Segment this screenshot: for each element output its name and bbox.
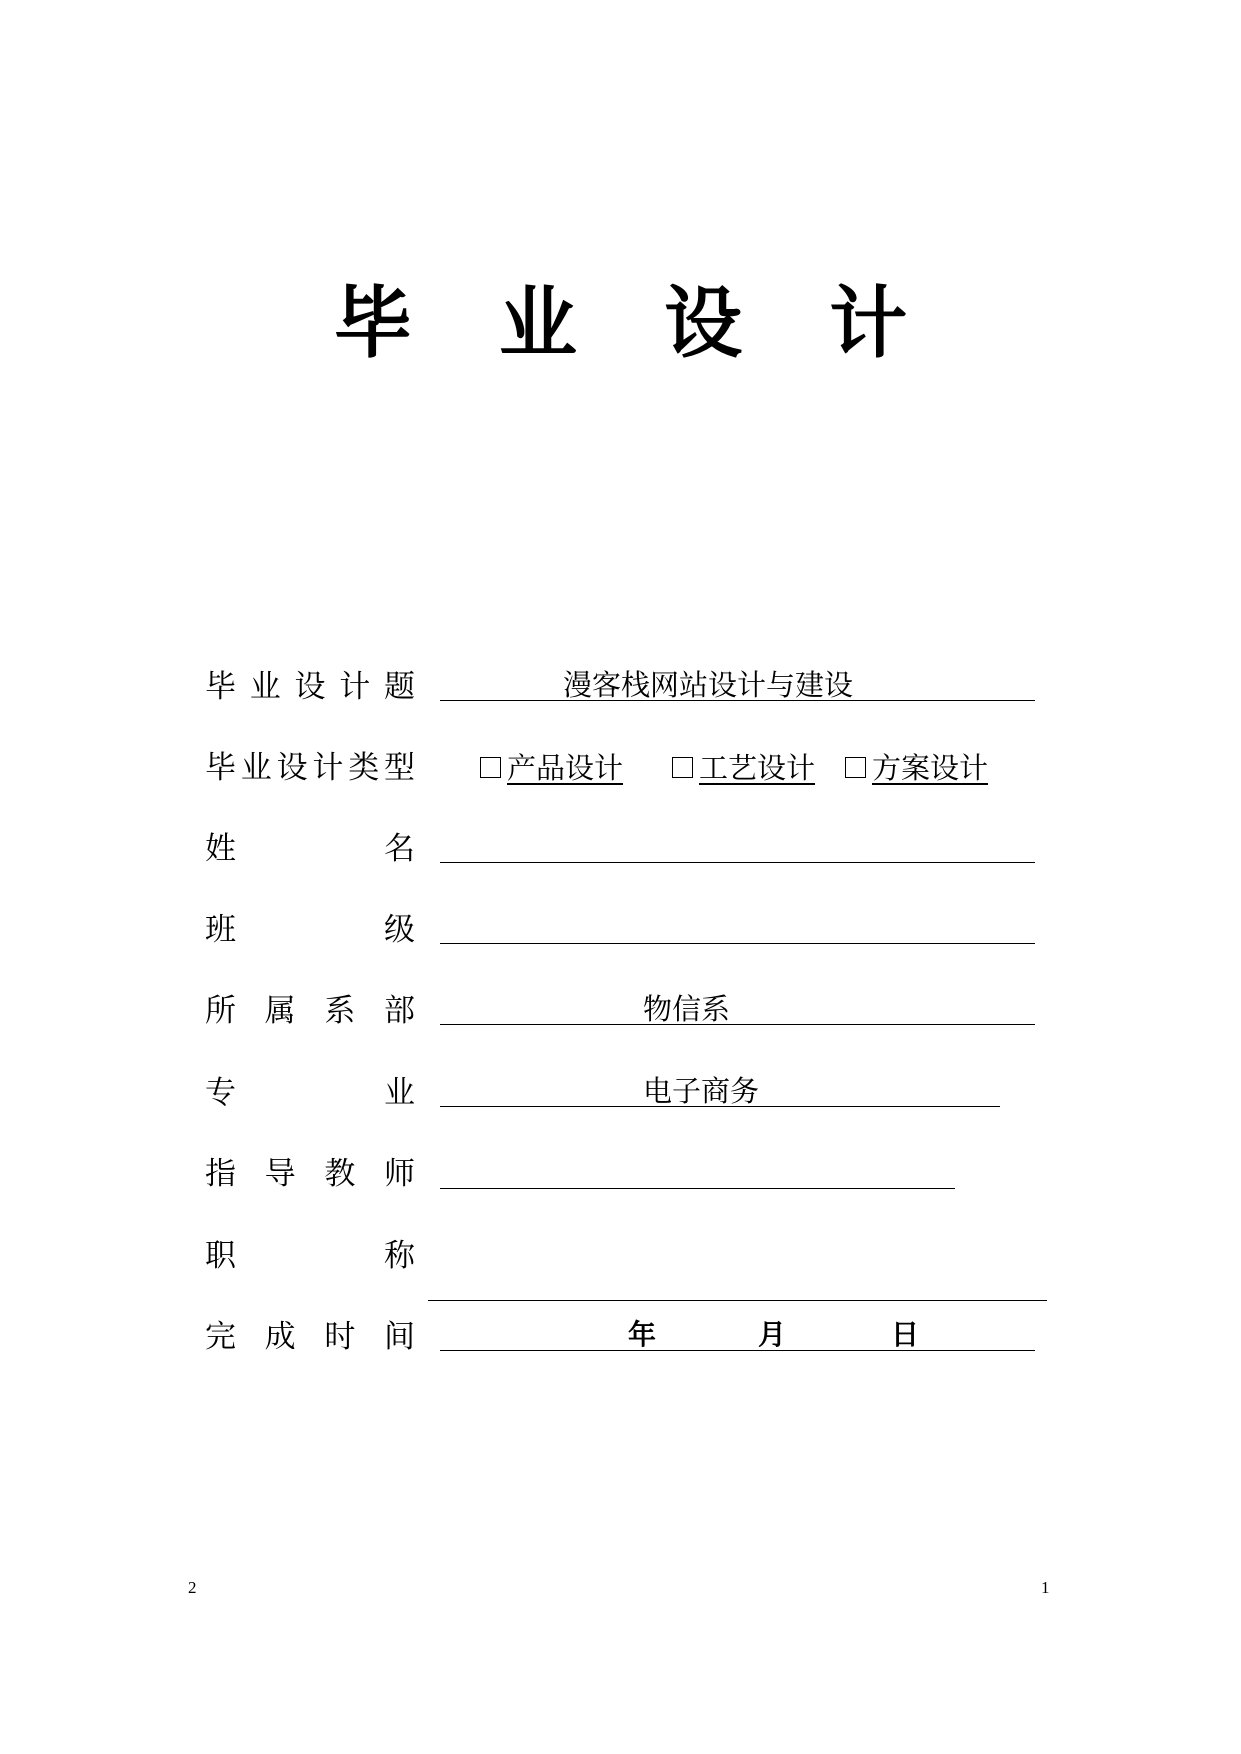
label-char: 系 (324, 993, 356, 1029)
type-option-process[interactable] (672, 750, 815, 786)
label-char: 姓 (205, 831, 236, 867)
label-char: 时 (324, 1319, 356, 1355)
label-char: 部 (383, 993, 415, 1029)
completion-underline (440, 1350, 1035, 1351)
date-month: 月 (758, 1318, 787, 1351)
label-class (205, 910, 415, 950)
label-advisor (205, 1154, 415, 1194)
date-day: 日 (891, 1318, 920, 1351)
topic-underline (440, 700, 1035, 701)
label-char: 名 (384, 831, 415, 867)
class-underline[interactable] (440, 943, 1035, 944)
label-char: 毕 (205, 669, 236, 705)
label-char: 导 (264, 1156, 296, 1192)
checkbox-icon[interactable] (845, 757, 866, 778)
label-char: 计 (339, 669, 371, 705)
name-underline[interactable] (440, 862, 1035, 863)
page-number-left: 2 (188, 1578, 197, 1597)
label-title-rank (205, 1236, 415, 1276)
label-char: 型 (383, 750, 415, 786)
title-rank-underline[interactable] (428, 1300, 1047, 1301)
label-type (205, 748, 415, 788)
label-char: 设 (294, 669, 326, 705)
type-option-plan[interactable] (845, 750, 988, 786)
option-label: 产品设计 (507, 751, 624, 785)
type-option-product[interactable] (480, 750, 623, 786)
label-completion (205, 1317, 415, 1357)
label-char: 完 (205, 1319, 236, 1355)
option-label: 工艺设计 (699, 751, 816, 785)
label-char: 班 (205, 912, 236, 948)
date-year: 年 (628, 1318, 657, 1351)
label-char: 属 (264, 993, 296, 1029)
label-char: 设 (276, 750, 308, 786)
page-number-right: 1 (1041, 1578, 1050, 1597)
label-char: 职 (205, 1238, 236, 1274)
label-char: 计 (312, 750, 344, 786)
label-char: 教 (324, 1156, 356, 1192)
label-char: 业 (384, 1075, 415, 1111)
major-value: 电子商务 (643, 1074, 760, 1108)
label-char: 所 (205, 993, 236, 1029)
label-name (205, 829, 415, 869)
option-label: 方案设计 (872, 751, 989, 785)
checkbox-icon[interactable] (480, 757, 501, 778)
department-value: 物信系 (643, 992, 731, 1026)
label-major (205, 1073, 415, 1113)
label-department (205, 991, 415, 1031)
label-char: 类 (348, 750, 380, 786)
department-underline (440, 1024, 1035, 1025)
label-char: 间 (383, 1319, 415, 1355)
label-char: 业 (249, 669, 281, 705)
major-underline (440, 1106, 1000, 1107)
label-char: 毕 (205, 750, 236, 786)
page-title: 毕 业 设 计 (333, 279, 938, 369)
label-char: 称 (384, 1238, 415, 1274)
topic-value: 漫客栈网站设计与建设 (563, 668, 854, 702)
checkbox-icon[interactable] (672, 757, 693, 778)
label-char: 成 (264, 1319, 296, 1355)
advisor-underline[interactable] (440, 1188, 955, 1189)
label-char: 级 (384, 912, 415, 948)
label-char: 专 (205, 1075, 236, 1111)
label-char: 业 (240, 750, 272, 786)
label-char: 师 (383, 1156, 415, 1192)
label-char: 题 (384, 669, 415, 705)
label-topic (205, 667, 415, 707)
label-char: 指 (205, 1156, 236, 1192)
